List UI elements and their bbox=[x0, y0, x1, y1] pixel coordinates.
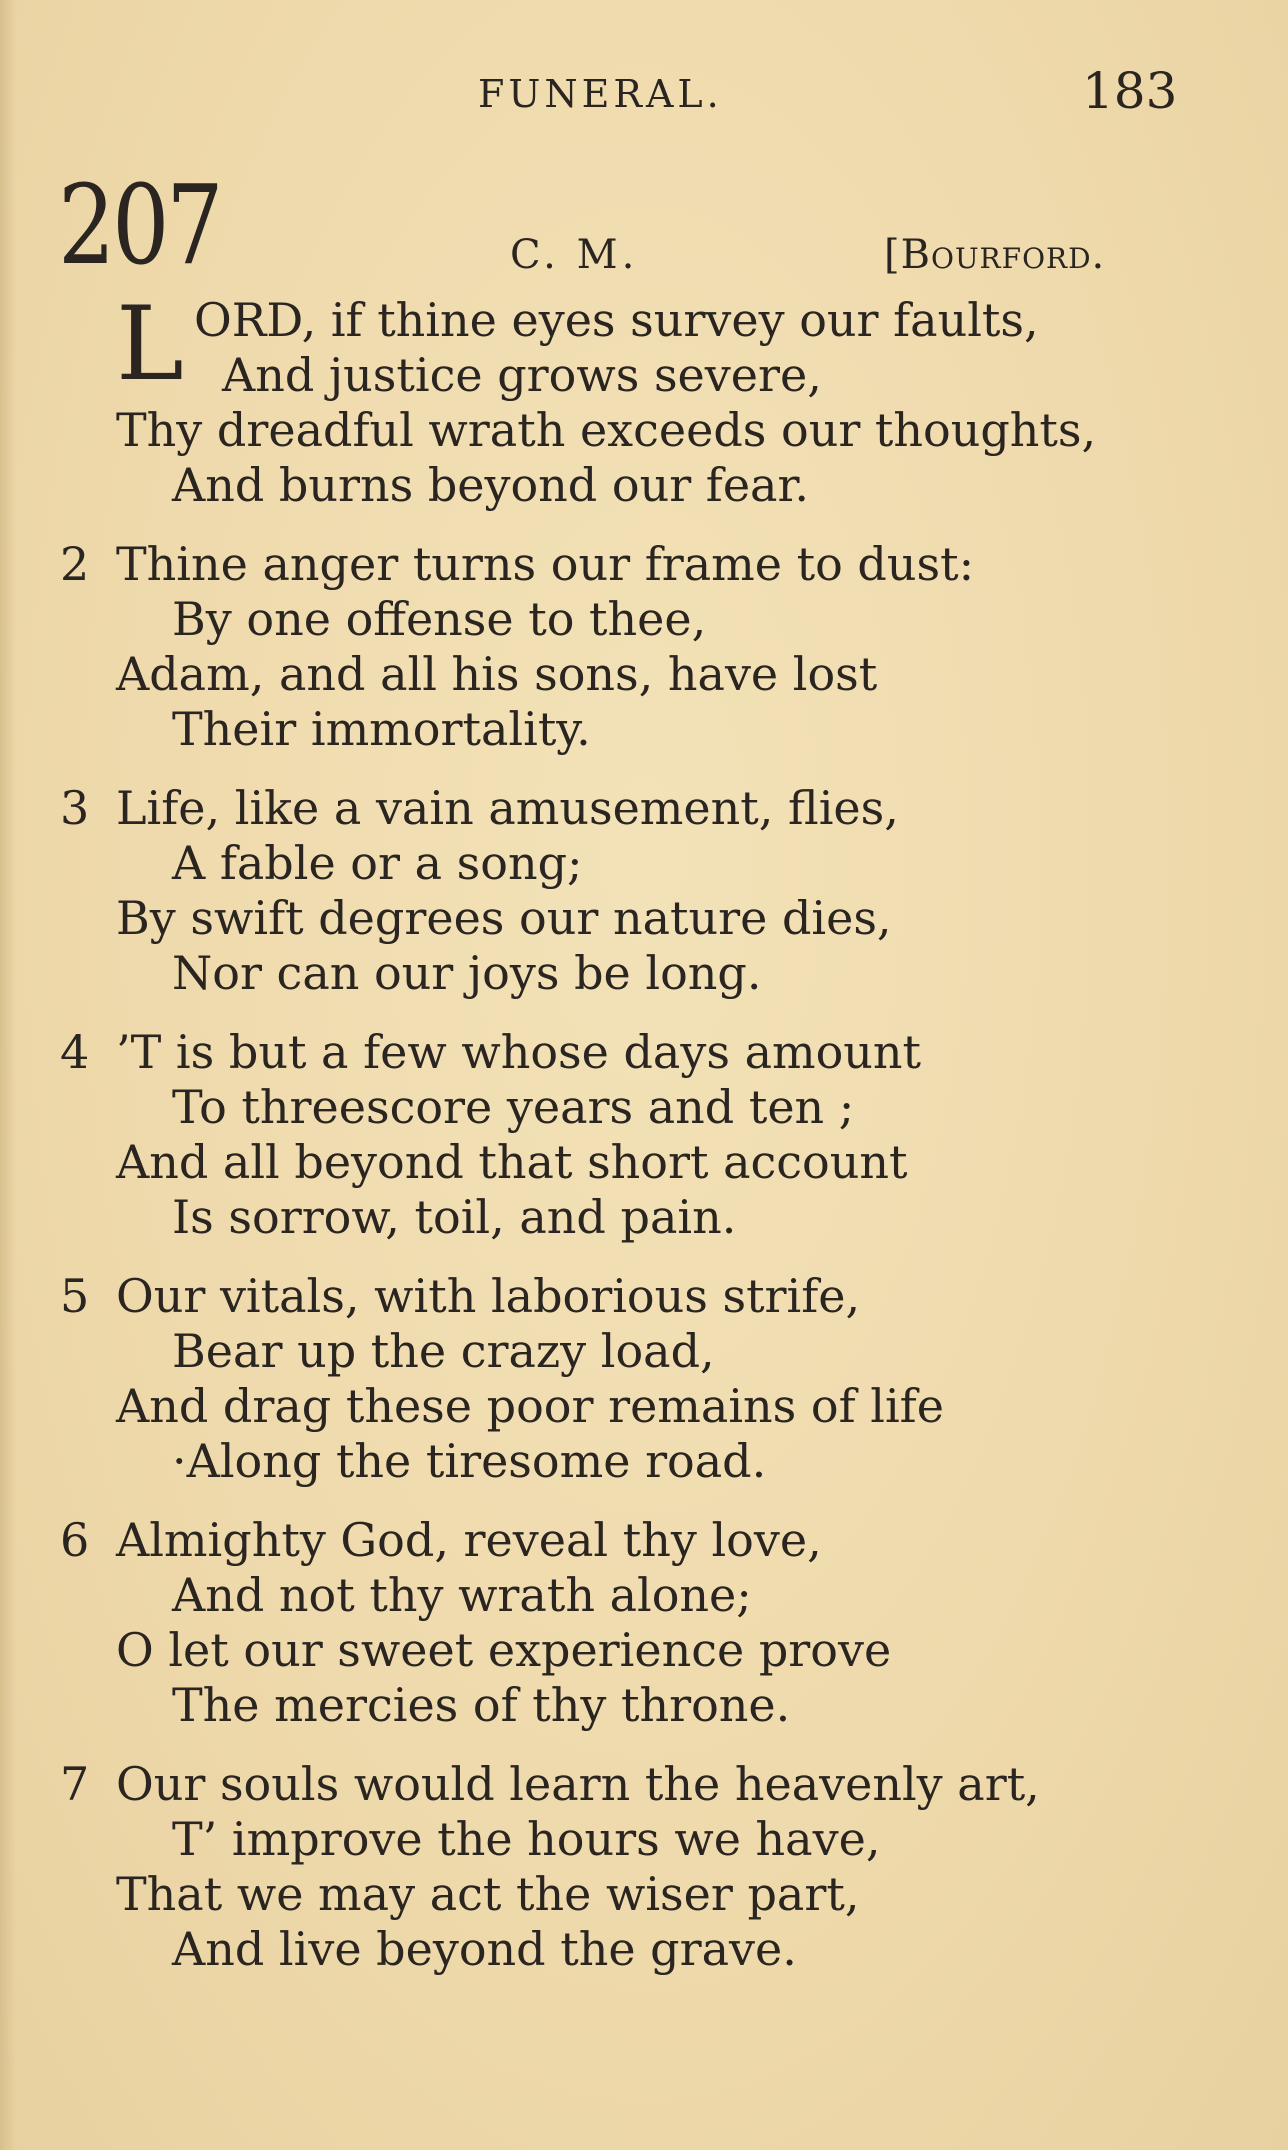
verse-line: And all beyond that short account bbox=[116, 1135, 908, 1189]
page-number: 183 bbox=[1082, 62, 1178, 120]
verse-line: By swift degrees our nature dies, bbox=[116, 891, 892, 945]
verse-2 bbox=[0, 537, 1288, 757]
verse-line: Their immortality. bbox=[172, 702, 591, 756]
verse-number: 6 bbox=[60, 1513, 90, 1567]
verse-line: And burns beyond our fear. bbox=[172, 458, 810, 512]
verse-number: 7 bbox=[60, 1757, 90, 1811]
hymn-tune: [Bourford. bbox=[884, 232, 1106, 278]
verse-line: By one offense to thee, bbox=[172, 592, 707, 646]
verse-6 bbox=[0, 1513, 1288, 1733]
verse-7 bbox=[0, 1757, 1288, 1977]
verse-line: Our souls would learn the heavenly art, bbox=[116, 1757, 1040, 1811]
verse-line: Bear up the crazy load, bbox=[172, 1324, 715, 1378]
verse-line: O let our sweet experience prove bbox=[116, 1623, 892, 1677]
verse-number: 4 bbox=[60, 1025, 90, 1079]
verse-line: The mercies of thy throne. bbox=[172, 1678, 791, 1732]
verse-line: Thine anger turns our frame to dust: bbox=[116, 537, 975, 591]
verse-line: Life, like a vain amusement, flies, bbox=[116, 781, 899, 835]
verse-number: 2 bbox=[60, 537, 90, 591]
verse-number: 5 bbox=[60, 1269, 90, 1323]
drop-cap: L bbox=[116, 285, 184, 404]
hymn-meter: C. M. bbox=[510, 232, 639, 278]
verse-line: Almighty God, reveal thy love, bbox=[116, 1513, 822, 1567]
verse-number: 3 bbox=[60, 781, 90, 835]
verse-line: Adam, and all his sons, have lost bbox=[116, 647, 878, 701]
verse-1 bbox=[0, 285, 1288, 513]
verse-line: T’ improve the hours we have, bbox=[172, 1812, 881, 1866]
verse-line: Is sorrow, toil, and pain. bbox=[172, 1190, 737, 1244]
verse-line: And live beyond the grave. bbox=[172, 1922, 797, 1976]
verse-line-text: ORD, if thine eyes survey our faults, bbox=[194, 293, 1039, 347]
verse-line: And drag these poor remains of life bbox=[116, 1379, 944, 1433]
verse-3 bbox=[0, 781, 1288, 1001]
hymn-number: 207 bbox=[58, 161, 221, 289]
running-title: FUNERAL. bbox=[478, 72, 723, 116]
verse-line: ’T is but a few whose days amount bbox=[116, 1025, 922, 1079]
running-head bbox=[0, 62, 1288, 122]
hymn-text bbox=[0, 285, 1288, 2001]
verse-line: To threescore years and ten ; bbox=[172, 1080, 855, 1134]
verse-4 bbox=[0, 1025, 1288, 1245]
verse-line: ·Along the tiresome road. bbox=[172, 1434, 767, 1488]
verse-line: A fable or a song; bbox=[172, 836, 583, 890]
verse-line: Nor can our joys be long. bbox=[172, 946, 762, 1000]
verse-line: That we may act the wiser part, bbox=[116, 1867, 860, 1921]
hymn-header bbox=[0, 161, 1288, 290]
verse-line: Our vitals, with laborious strife, bbox=[116, 1269, 861, 1323]
verse-line: Thy dreadful wrath exceeds our thoughts, bbox=[116, 403, 1097, 457]
verse-line: And justice grows severe, bbox=[222, 348, 822, 402]
verse-5 bbox=[0, 1269, 1288, 1489]
verse-line: And not thy wrath alone; bbox=[172, 1568, 752, 1622]
